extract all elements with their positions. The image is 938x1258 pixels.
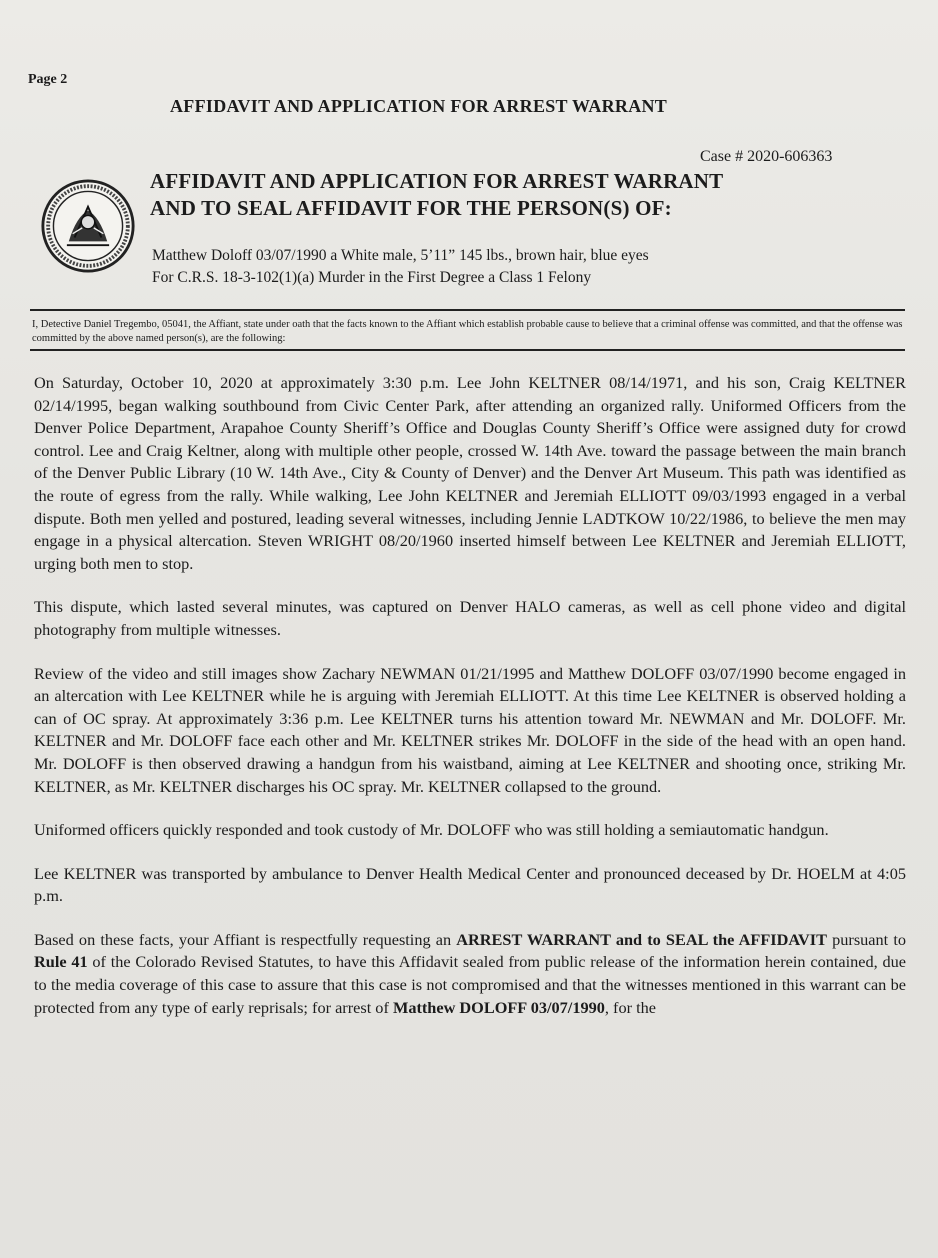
request-bold-warrant: ARREST WARRANT and to SEAL the AFFIDAVIT bbox=[456, 929, 827, 949]
affidavit-title-line-2: AND TO SEAL AFFIDAVIT FOR THE PERSON(S) OF: bbox=[150, 196, 672, 220]
request-text-4: , for the bbox=[604, 997, 656, 1017]
request-bold-name: Matthew DOLOFF 03/07/1990 bbox=[392, 997, 605, 1017]
request-bold-rule: Rule 41 bbox=[34, 952, 88, 972]
paragraph-deceased: Lee KELTNER was transported by ambulance to Denver Health Medical Center and pronounced deceased by Dr. HOELM at 4:05 p.m. bbox=[34, 863, 906, 906]
subject-block bbox=[152, 245, 649, 289]
affidavit-title-line-1: AFFIDAVIT AND APPLICATION FOR ARREST WARRANT bbox=[150, 169, 724, 193]
affiant-statement: I, Detective Daniel Tregembo, 05041, the Affiant, state under oath that the facts known to the Affiant which establish probable cause to believe that a criminal offense was committed, and that the offense was committed by the above named person(s), are the following: bbox=[32, 319, 903, 344]
page-number: Page 2 bbox=[28, 72, 68, 87]
request-text-3: of the Colorado Revised Statutes, to have this Affidavit sealed from public release of the information herein contained, due to the media coverage of this case to assure that this case is not compromised and that the witnesses mentioned in this warrant can be protected from any type of early reprisals; for arrest of bbox=[34, 952, 906, 1017]
county-seal-logo bbox=[40, 178, 136, 274]
subject-description: Matthew Doloff 03/07/1990 a White male, 5’11” 145 lbs., brown hair, blue eyes bbox=[152, 247, 649, 264]
header-title: AFFIDAVIT AND APPLICATION FOR ARREST WARRANT bbox=[170, 96, 668, 116]
paragraph-video-capture: This dispute, which lasted several minutes, was captured on Denver HALO cameras, as well as cell phone video and digital photography from multiple witnesses. bbox=[34, 597, 906, 639]
request-text-1: Based on these facts, your Affiant is respectfully requesting an bbox=[34, 929, 457, 949]
divider-bottom bbox=[30, 349, 905, 351]
case-number: Case # 2020-606363 bbox=[700, 148, 833, 165]
request-text-2: pursuant to bbox=[826, 929, 906, 949]
paragraph-request bbox=[34, 929, 906, 1019]
charge-description: For C.R.S. 18-3-102(1)(a) Murder in the First Degree a Class 1 Felony bbox=[152, 269, 592, 286]
affidavit-body bbox=[34, 372, 906, 1040]
paragraph-shooting: Review of the video and still images show Zachary NEWMAN 01/21/1995 and Matthew DOLOFF 03/07/1990 become engaged in an altercation with Lee KELTNER while he is arguing with Jeremiah ELLIOTT. At this time Lee KELTNER is observed holding a can of OC spray. At approximately 3:36 p.m. Lee KELTNER turns his attention toward Mr. NEWMAN and Mr. DOLOFF. Mr. KELTNER and Mr. DOLOFF face each other and Mr. KELTNER strikes Mr. DOLOFF in the side of the head with an open hand. Mr. DOLOFF is then observed drawing a handgun from his waistband, aiming at Lee KELTNER and shooting once, striking Mr. KELTNER, as Mr. KELTNER discharges his OC spray. Mr. KELTNER collapsed to the ground. bbox=[34, 663, 906, 796]
divider-top bbox=[30, 309, 905, 311]
paragraph-incident: On Saturday, October 10, 2020 at approximately 3:30 p.m. Lee John KELTNER 08/14/1971, and his son, Craig KELTNER 02/14/1995, began walking southbound from Civic Center Park, after attending an organized rally. Uniformed Officers from the Denver Police Department, Arapahoe County Sheriff’s Office and Douglas County Sheriff’s Office were assigned duty for crowd control. Lee and Craig Keltner, along with multiple other people, crossed W. 14th Ave. toward the passage between the main branch of the Denver Public Library (10 W. 14th Ave., City & County of Denver) and the Denver Art Museum. This path was identified as the route of egress from the rally. While walking, Lee John KELTNER and Jeremiah ELLIOTT 09/03/1993 engaged in a verbal dispute. Both men yelled and postured, leading several witnesses, including Jennie LADTKOW 10/22/1986, to believe the men may engage in a physical altercation. Steven WRIGHT 08/20/1960 inserted himself between Lee KELTNER and Jeremiah ELLIOTT, urging both men to stop. bbox=[34, 373, 906, 573]
paragraph-custody: Uniformed officers quickly responded and took custody of Mr. DOLOFF who was still holding a semiautomatic handgun. bbox=[34, 820, 829, 840]
affidavit-title bbox=[150, 168, 723, 222]
